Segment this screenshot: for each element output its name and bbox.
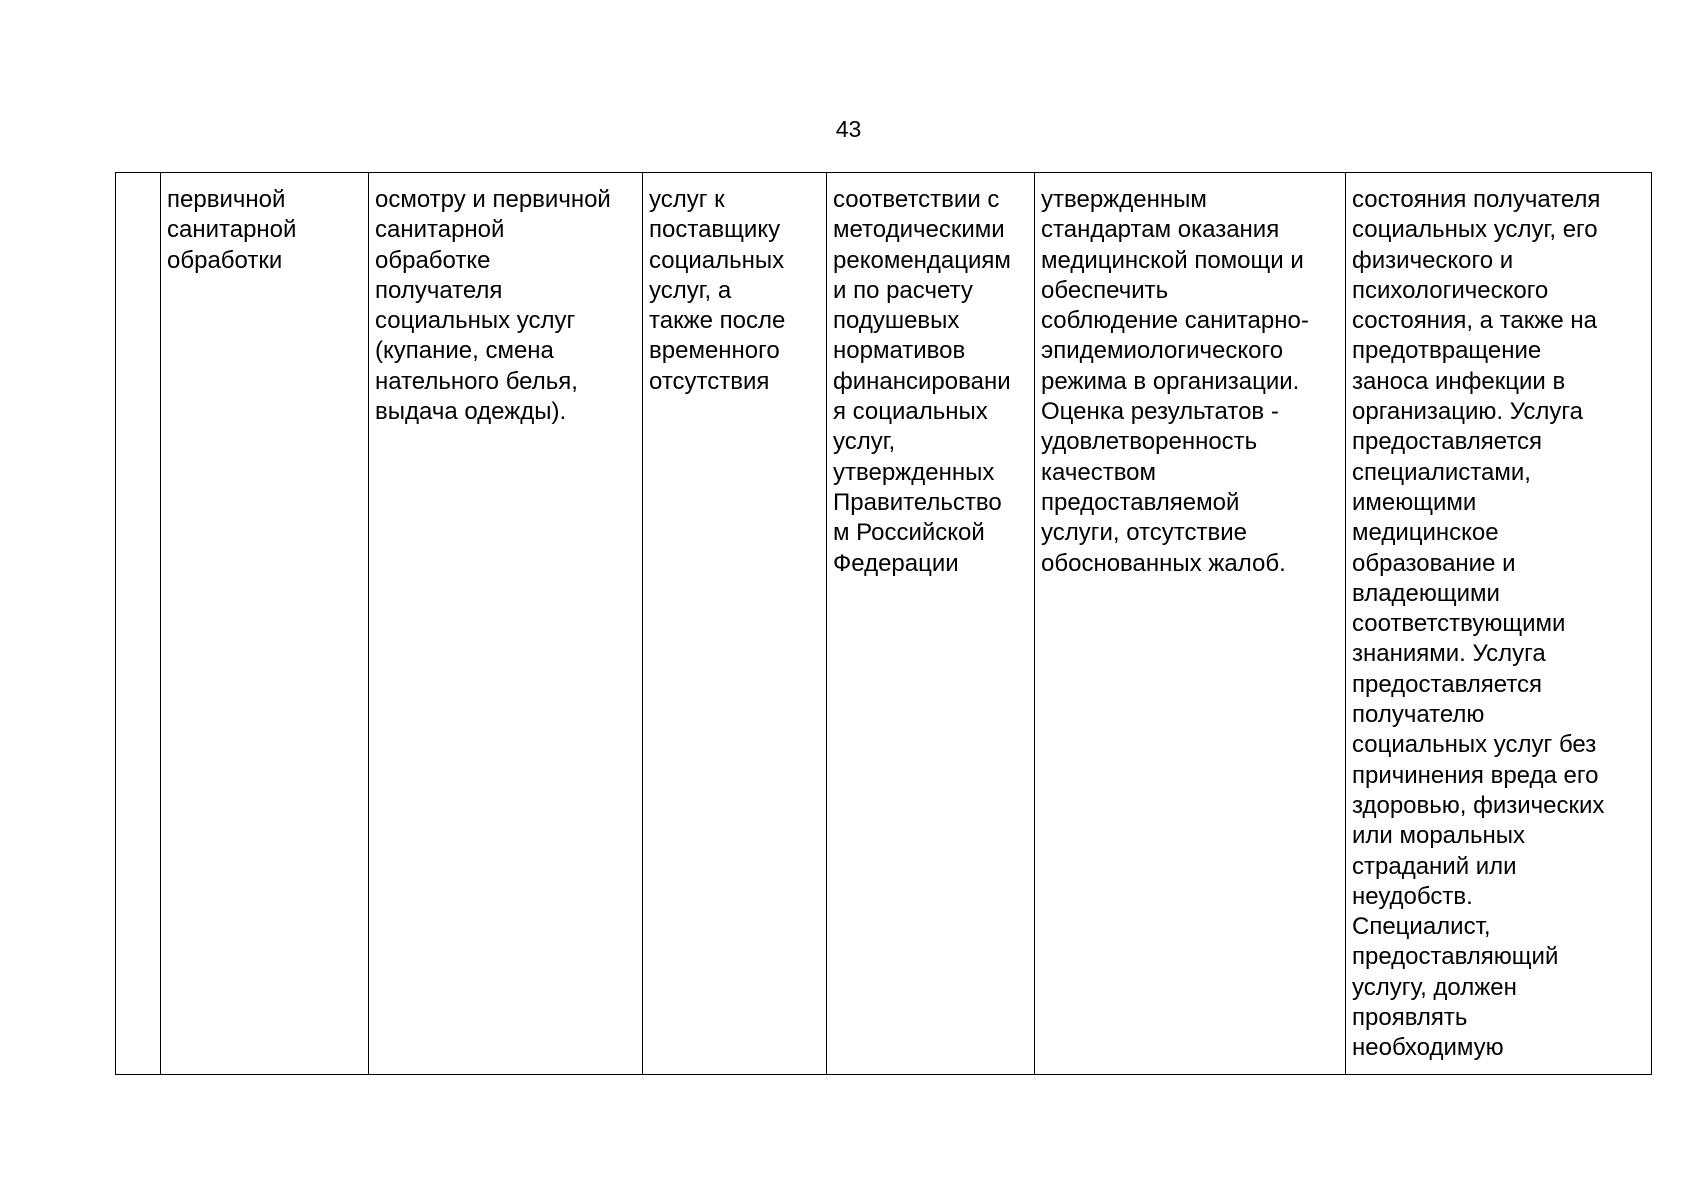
table-cell-number [116,173,161,1075]
table-row [116,173,1652,1075]
table-cell-service-funding: соответствии с методическими рекомендациям и по расчету подушевых нормативов финансировани я социальных услуг, утвержденных Правительство м Российской Федерации [827,173,1035,1075]
table-cell-service-conditions: состояния получателя социальных услуг, его физического и психологического состояния, а также на предотвращение заноса инфекции в организацию. Услуга предоставляется специалистами, имеющими медицинское образование и владеющими соответствующими знаниями. Услуга предоставляется получателю социальных услуг без причинения вреда его здоровью, физических или моральных страданий или неудобств. Специалист, предоставляющий услугу, должен проявлять необходимую [1346,173,1652,1075]
service-standards-table [115,172,1652,1075]
table-cell-service-description: осмотру и первичной санитарной обработке получателя социальных услуг (купание, смена нательного белья, выдача одежды). [369,173,643,1075]
table-cell-service-quality: утвержденным стандартам оказания медицинской помощи и обеспечить соблюдение санитарно- эпидемиологического режима в организации. Оценка результатов - удовлетворенность качеством предоставляемой услуги, отсутствие обоснованных жалоб. [1035,173,1346,1075]
table-cell-service-timing: услуг к поставщику социальных услуг, а также после временного отсутствия [643,173,827,1075]
page-number: 43 [835,116,862,142]
table-cell-service-name: первичной санитарной обработки [161,173,369,1075]
